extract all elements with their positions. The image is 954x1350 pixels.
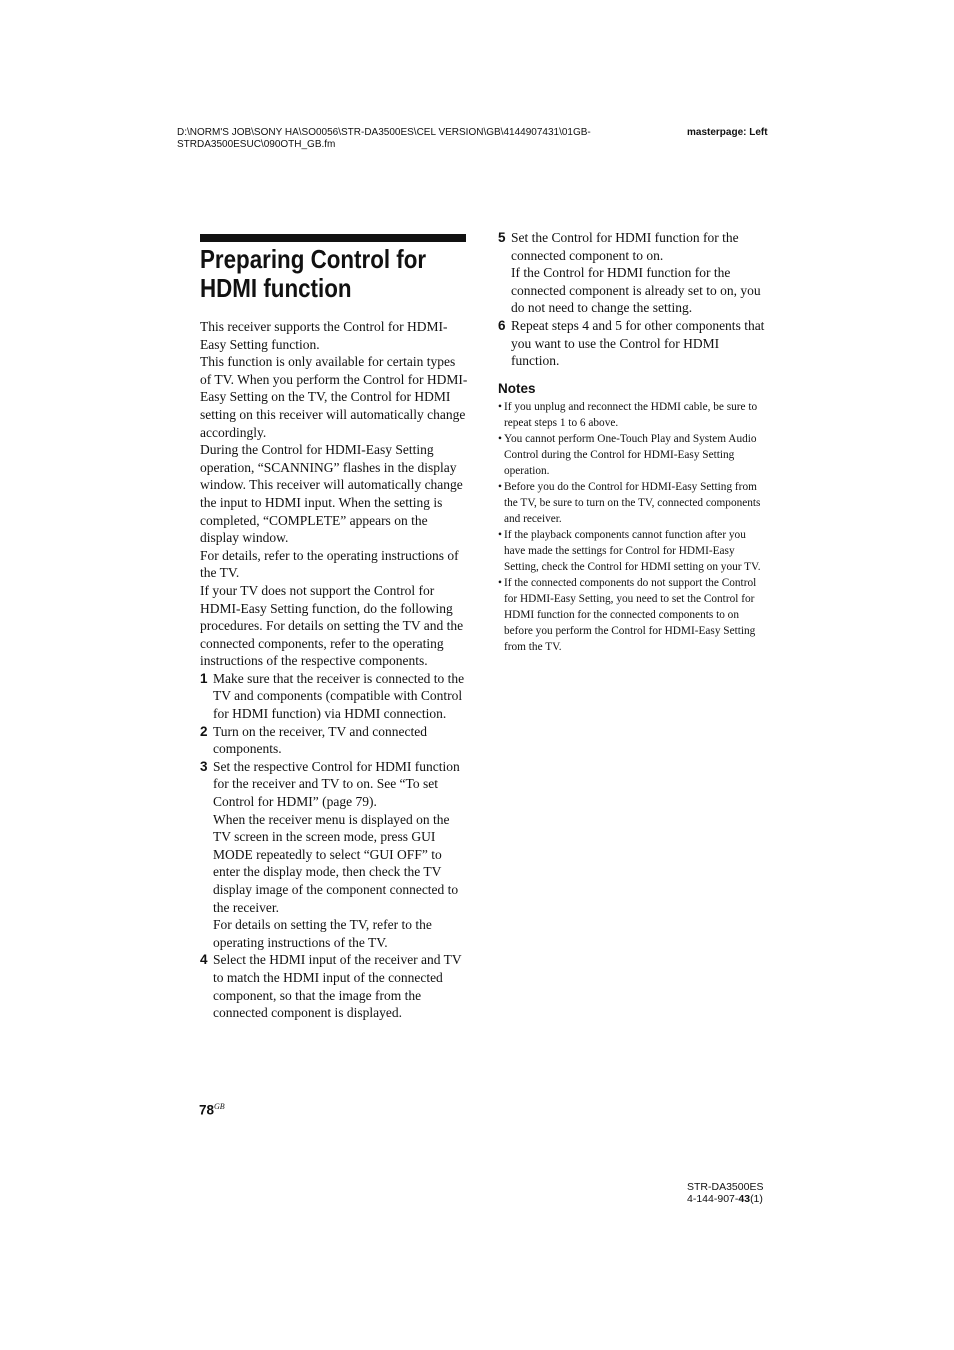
model-code-suffix: (1) [750,1193,763,1205]
file-path-line-2: STRDA3500ESUC\090OTH_GB.fm [177,139,336,150]
step-text: When the receiver menu is displayed on the TV screen in the screen mode, press GUI MODE repeatedly to select “GUI OFF” to enter the display mode, then check the TV display image of the component connected to the receiver. [213,811,459,915]
note-text: If the playback components cannot function after you have made the settings for Control for HDMI-Easy Setting, check the Control for HDMI setting on your TV. [504,529,761,574]
step-text: Set the Control for HDMI function for the connected component to on. [511,230,739,263]
note-item [498,399,766,431]
step-text: Set the respective Control for HDMI function for the receiver and TV to on. See “To set Control for HDMI” (page 79). [213,758,460,810]
note-item [498,527,766,575]
model-footer [687,1181,763,1205]
step-text: Repeat steps 4 and 5 for other components that you want to use the Control for HDMI function. [511,317,765,369]
intro-paragraph: This function is only available for certain types of TV. When you perform the Control for HDMI-Easy Setting on the TV, the Control for HDMI setting on this receiver will automatically change accordingly. [200,354,468,440]
step-2 [200,723,468,758]
note-text: Before you do the Control for HDMI-Easy Setting from the TV, be sure to turn on the TV, connected components and receiver. [504,481,761,526]
note-item [498,431,766,479]
step-text: Turn on the receiver, TV and connected components. [213,723,428,757]
step-number: 4 [200,952,208,968]
model-name: STR-DA3500ES [687,1181,764,1193]
step-number: 2 [200,723,208,739]
intro-paragraph: This receiver supports the Control for HDMI-Easy Setting function. [200,319,448,352]
intro-paragraph: During the Control for HDMI-Easy Setting operation, “SCANNING” flashes in the display window. This receiver will automatically change the input to HDMI input. When the setting is completed, “COMPLETE” appears on the display window. [200,442,463,546]
right-column [498,229,766,655]
page-number [199,1102,225,1118]
step-4 [200,951,468,1021]
masterpage-label: masterpage: Left [687,127,768,138]
step-1 [200,670,468,723]
note-item [498,479,766,527]
note-item [498,575,766,655]
file-path-line-1: D:\NORM'S JOB\SONY HA\SO0056\STR-DA3500ES\CEL VERSION\GB\4144907431\01GB- [177,127,591,138]
note-text: If the connected components do not support the Control for HDMI-Easy Setting, you need to set the Control for HDMI function for the connected components to on before you perform the Control for HDMI-Easy Setting from the TV. [504,577,757,654]
page-number-suffix: GB [214,1102,225,1111]
page-title [200,245,441,303]
intro-paragraph: If your TV does not support the Control for HDMI-Easy Setting function, do the following procedures. For details on setting the TV and the connected components, refer to the operating instructions of the respective components. [200,582,464,669]
title-rule [200,234,466,242]
bullet-icon: • [498,401,502,414]
bullet-icon: • [498,529,502,542]
model-code-prefix: 4-144-907- [687,1193,739,1205]
note-text: You cannot perform One-Touch Play and System Audio Control during the Control for HDMI-Easy Setting operation. [504,433,757,478]
notes-heading: Notes [498,380,536,396]
bullet-icon: • [498,481,502,494]
step-6 [498,317,766,370]
step-number: 3 [200,758,208,774]
step-text: Select the HDMI input of the receiver and TV to match the HDMI input of the connected component, so that the image from the connected component is displayed. [213,952,462,1021]
model-code [687,1193,763,1205]
page-title-line-1: Preparing Control for [200,244,427,274]
step-5 [498,229,766,317]
note-text: If you unplug and reconnect the HDMI cable, be sure to repeat steps 1 to 6 above. [504,401,758,430]
step-number: 1 [200,670,208,686]
step-text: Make sure that the receiver is connected to the TV and components (compatible with Control for HDMI function) via HDMI connection. [213,670,465,722]
file-path-header [177,127,657,151]
page-title-line-2: HDMI function [200,273,352,303]
intro-paragraph: For details, refer to the operating instructions of the TV. [200,547,459,581]
step-number: 5 [498,230,506,245]
left-column [200,318,468,1022]
page-number-value: 78 [199,1102,215,1118]
model-code-bold: 43 [738,1193,751,1205]
step-text: For details on setting the TV, refer to the operating instructions of the TV. [213,917,432,950]
step-number: 6 [498,317,506,333]
bullet-icon: • [498,433,502,446]
step-text: If the Control for HDMI function for the connected component is already set to on, you do not need to change the setting. [511,265,761,316]
bullet-icon: • [498,577,502,590]
step-3 [200,758,468,952]
